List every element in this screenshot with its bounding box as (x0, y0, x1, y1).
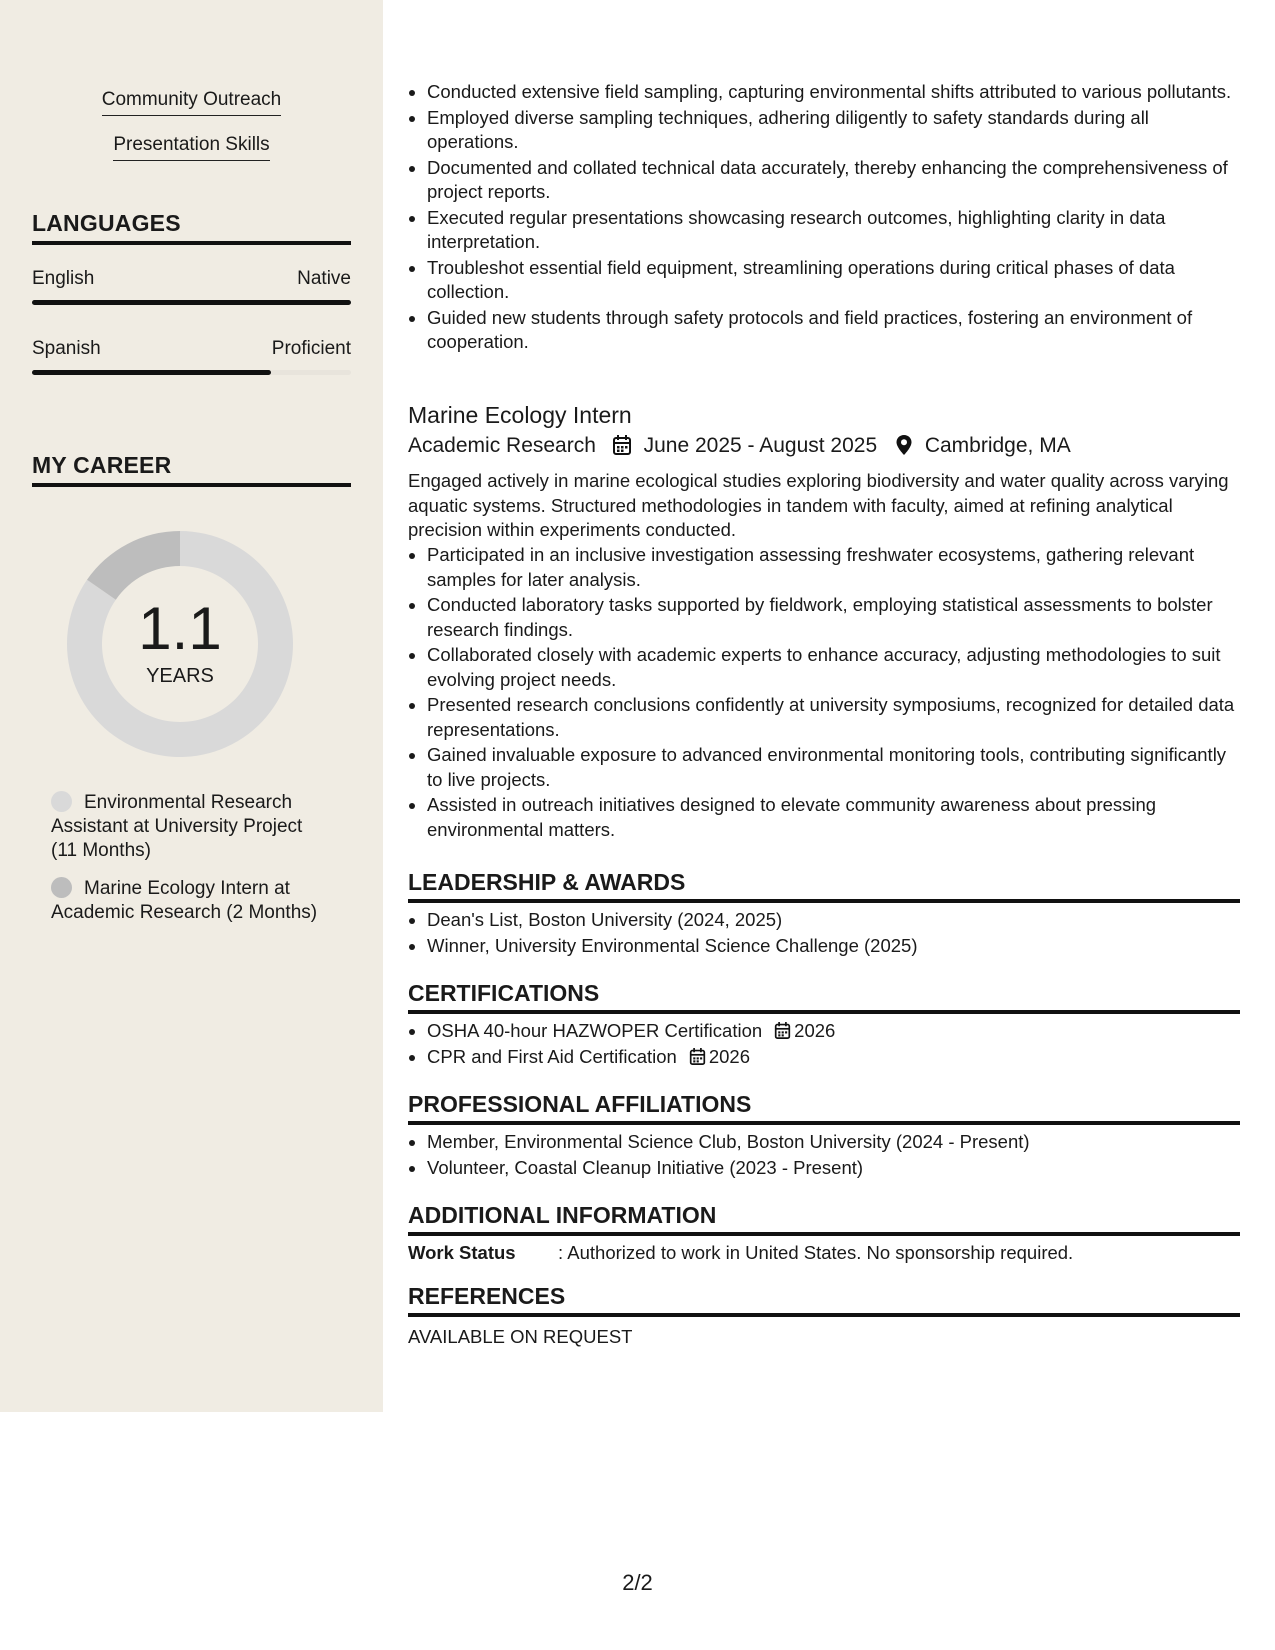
language-proficiency-bar (32, 300, 351, 305)
list-item: • Troubleshot essential field equipment, streamlining operations during critical phases of data collection. (427, 256, 1240, 305)
job-dates: June 2025 - August 2025 (643, 434, 878, 457)
list-item: • Assisted in outreach initiatives designed to elevate community awareness about pressing environmental matters. (427, 793, 1240, 842)
legend-dot (51, 877, 72, 898)
work-status-value: : Authorized to work in United States. No sponsorship required. (558, 1242, 1074, 1263)
list-item: • Collaborated closely with academic experts to enhance accuracy, adjusting methodologies to suit evolving project needs. (427, 643, 1240, 692)
list-item: • Member, Environmental Science Club, Boston University (2024 - Present) (427, 1130, 1240, 1155)
language-name: English (32, 268, 95, 289)
location-pin-icon (895, 434, 913, 456)
job-location: Cambridge, MA (924, 434, 1071, 457)
language-row (32, 267, 351, 291)
affiliations-heading: PROFESSIONAL AFFILIATIONS (408, 1089, 1240, 1125)
language-proficiency-fill (32, 370, 271, 375)
list-item: • CPR and First Aid Certification 2026 (427, 1045, 1240, 1070)
list-item: • Conducted extensive field sampling, capturing environmental shifts attributed to various pollutants. (427, 80, 1240, 105)
list-item: • Employed diverse sampling techniques, adhering diligently to safety standards during all operations. (427, 106, 1240, 155)
job-company: Academic Research (408, 434, 596, 457)
list-item: • OSHA 40-hour HAZWOPER Certification 2026 (427, 1019, 1240, 1044)
list-item: • Volunteer, Coastal Cleanup Initiative (2023 - Present) (427, 1156, 1240, 1181)
list-item: • Executed regular presentations showcasing research outcomes, highlighting clarity in data interpretation. (427, 206, 1240, 255)
references-text: AVAILABLE ON REQUEST (408, 1326, 633, 1347)
language-proficiency-bar (32, 370, 351, 375)
list-item: • Presented research conclusions confidently at university symposiums, recognized for detailed data representations. (427, 693, 1240, 742)
career-heading: MY CAREER (32, 450, 351, 487)
list-item: • Participated in an inclusive investigation assessing freshwater ecosystems, gathering relevant samples for later analysis. (427, 543, 1240, 592)
certifications-heading: CERTIFICATIONS (408, 978, 1240, 1014)
skill-tag: Presentation Skills (0, 132, 383, 161)
language-level: Proficient (271, 338, 351, 359)
page-number: 2/2 (622, 1570, 653, 1595)
work-status-label: Work Status (408, 1242, 516, 1263)
list-item: • Dean's List, Boston University (2024, 2025) (427, 908, 1240, 933)
list-item: • Documented and collated technical data accurately, thereby enhancing the comprehensiveness of project reports. (427, 156, 1240, 205)
list-item: • Winner, University Environmental Science Challenge (2025) (427, 934, 1240, 959)
career-total-unit: YEARS (146, 665, 214, 687)
certifications-list (408, 1019, 1240, 1070)
job2-bullets (408, 543, 1240, 843)
job-title: Marine Ecology Intern (408, 402, 632, 428)
list-item: • Conducted laboratory tasks supported by fieldwork, employing statistical assessments to bolster research findings. (427, 593, 1240, 642)
calendar-icon (689, 1047, 706, 1066)
list-item: • Gained invaluable exposure to advanced environmental monitoring tools, contributing significantly to live projects. (427, 743, 1240, 792)
legend-dot (51, 791, 72, 812)
leadership-list (408, 908, 1240, 959)
language-row (32, 337, 351, 361)
references-heading: REFERENCES (408, 1281, 1240, 1317)
affiliations-list (408, 1130, 1240, 1181)
career-legend-item: Environmental Research Assistant at University Project (11 Months) (51, 792, 303, 861)
job-description: Engaged actively in marine ecological studies exploring biodiversity and water quality across varying aquatic systems. Structured methodologies in tandem with faculty, aimed at refining analytical precision within experiments conducted. (408, 470, 1229, 540)
leadership-heading: LEADERSHIP & AWARDS (408, 867, 1240, 903)
job1-bullets (408, 80, 1240, 356)
language-name: Spanish (32, 338, 101, 359)
career-legend-item: Marine Ecology Intern at Academic Research (2 Months) (51, 878, 318, 923)
language-level: Native (297, 268, 351, 289)
languages-heading: LANGUAGES (32, 208, 351, 245)
work-status-row (408, 1241, 1240, 1265)
language-proficiency-fill (32, 300, 351, 305)
list-item: • Guided new students through safety protocols and field practices, fostering an environment of cooperation. (427, 306, 1240, 355)
skill-tag: Community Outreach (0, 87, 383, 116)
calendar-icon (774, 1021, 791, 1040)
job-meta (408, 432, 1071, 460)
career-total-value: 1.1 (138, 595, 222, 662)
donut-segment (87, 531, 180, 600)
additional-info-heading: ADDITIONAL INFORMATION (408, 1200, 1240, 1236)
calendar-icon (612, 434, 632, 456)
